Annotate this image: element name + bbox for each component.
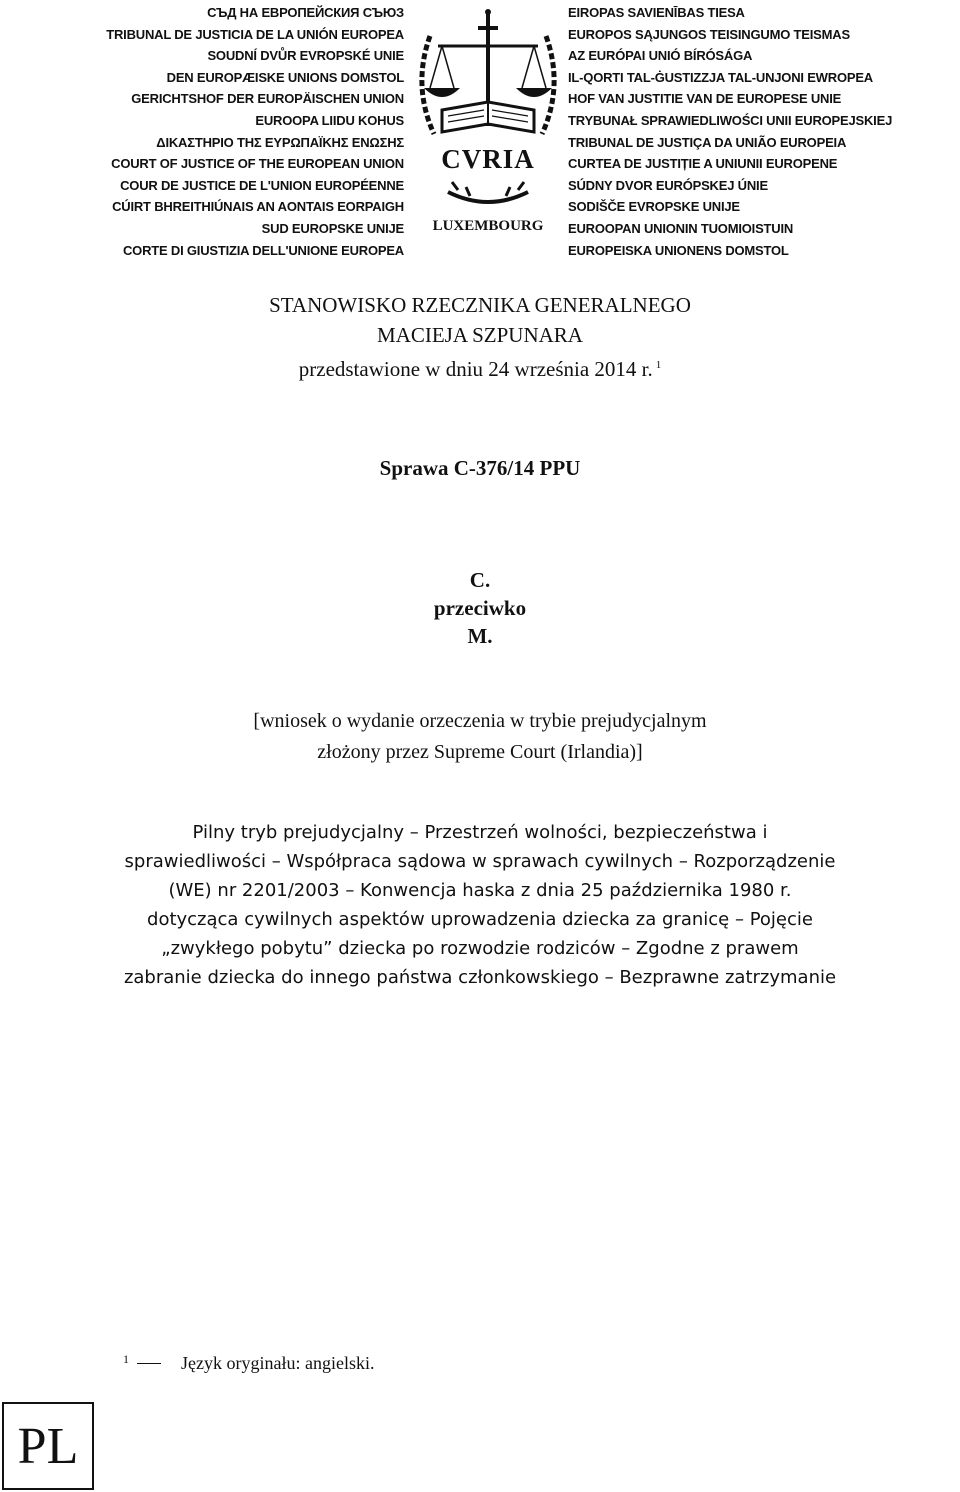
keywords-paragraph: Pilny tryb prejudycjalny – Przestrzeń wolności, bezpieczeństwa i sprawiedliwości – Współpraca sądowa w sprawach cywilnych – Rozporządzenie (WE) nr 2201/2003 – Konwencja haska z dnia 25 października 1980 r. dotycząca cywilnych aspektów uprowadzenia dziecka za granicę – Pojęcie „zwykłego pobytu” dziecka po rozwodzie rodziców – Zgodne z prawem zabranie dziecka do innego państwa członkowskiego – Bezprawne zatrzymanie (123, 822, 837, 988)
emblem-city: LUXEMBOURG (432, 218, 544, 234)
request-line-1: [wniosek o wydanie orzeczenia w trybie prejudycjalnym (253, 710, 707, 732)
footnote (123, 1352, 374, 1374)
court-name-line: EIROPAS SAVIENĪBAS TIESA (568, 5, 745, 20)
court-name-line: SODIŠČE EVROPSKE UNIJE (568, 199, 740, 215)
opinion-heading (0, 290, 960, 384)
emblem-label: CVRIA (441, 144, 535, 174)
court-name-line: COUR DE JUSTICE DE L'UNION EUROPÉENNE (120, 177, 404, 193)
court-name-line: EUROPOS SĄJUNGOS TEISINGUMO TEISMAS (568, 26, 850, 42)
case-number: Sprawa C-376/14 PPU (379, 456, 581, 480)
court-name-line: EUROOPA LIIDU KOHUS (255, 112, 404, 128)
language-code-badge: PL (2, 1402, 94, 1490)
footnote-dash (137, 1363, 161, 1364)
court-name-line: COURT OF JUSTICE OF THE EUROPEAN UNION (111, 156, 404, 172)
court-name-line: EUROOPAN UNIONIN TUOMIOISTUIN (568, 220, 794, 236)
court-scales-emblem-icon (408, 6, 568, 206)
court-name-line: SUD EUROPSKE UNIJE (261, 220, 404, 236)
court-name-line: DEN EUROPÆISKE UNIONS DOMSTOL (166, 69, 404, 85)
court-name-line: TRYBUNAŁ SPRAWIEDLIWOŚCI UNII EUROPEJSKIEJ (568, 112, 893, 128)
court-name-line: ΔΙΚΑΣΤΗΡΙΟ ΤΗΣ ΕΥΡΩΠΑΪΚΗΣ ΕΝΩΣΗΣ (156, 134, 404, 150)
court-name-line: CORTE DI GIUSTIZIA DELL'UNIONE EUROPEA (122, 242, 404, 258)
court-names-right (568, 2, 960, 261)
footnote-text: Język oryginału: angielski. (181, 1353, 375, 1373)
court-name-line: SÚDNY DVOR EURÓPSKEJ ÚNIE (568, 177, 768, 193)
request-line-2: złożony przez Supreme Court (Irlandia)] (317, 741, 643, 763)
court-name-line: HOF VAN JUSTITIE VAN DE EUROPESE UNIE (568, 91, 842, 107)
court-names-left (0, 2, 404, 261)
reference-request (0, 706, 960, 768)
party-defendant: M. (467, 624, 493, 648)
court-name-line: GERICHTSHOF DER EUROPÄISCHEN UNION (131, 91, 404, 107)
court-name-line: EUROPEISKA UNIONENS DOMSTOL (568, 242, 789, 258)
opinion-date (0, 350, 960, 384)
court-name-line: TRIBUNAL DE JUSTIÇA DA UNIÃO EUROPEIA (568, 134, 847, 150)
versus-label: przeciwko (433, 596, 527, 620)
opinion-title: STANOWISKO RZECZNIKA GENERALNEGO (269, 293, 691, 317)
footnote-number: 1 (123, 1352, 129, 1366)
court-name-line: СЪД НА ЕВРОПЕЙСКИЯ СЪЮЗ (207, 5, 404, 20)
opinion-date-text: przedstawione w dniu 24 września 2014 r. (298, 357, 653, 381)
parties (0, 566, 960, 650)
court-name-line: SOUDNÍ DVŮR EVROPSKÉ UNIE (207, 48, 404, 64)
court-name-line: CÚIRT BHREITHIÚNAIS AN AONTAIS EORPAIGH (112, 199, 404, 215)
court-name-line: TRIBUNAL DE JUSTICIA DE LA UNIÓN EUROPEA (106, 26, 404, 42)
footnote-reference[interactable]: 1 (655, 359, 662, 371)
advocate-general-name: MACIEJA SZPUNARA (377, 323, 583, 347)
party-applicant: C. (469, 568, 491, 592)
court-name-line: IL-QORTI TAL-ĠUSTIZZJA TAL-UNJONI EWROPEA (568, 69, 873, 85)
court-name-line: CURTEA DE JUSTIȚIE A UNIUNII EUROPENE (568, 156, 838, 172)
court-name-line: AZ EURÓPAI UNIÓ BÍRÓSÁGA (568, 48, 753, 64)
